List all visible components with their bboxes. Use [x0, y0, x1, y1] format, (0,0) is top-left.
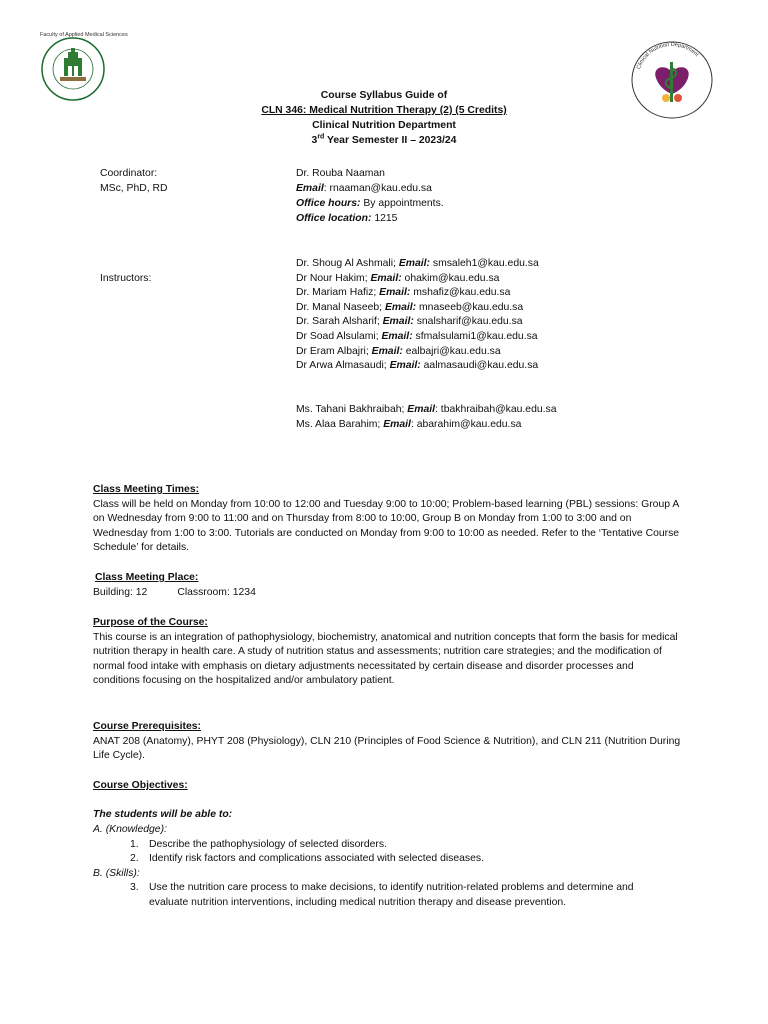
svg-text:Faculty of Applied Medical Sci: Faculty of Applied Medical Sciences [40, 32, 128, 38]
meeting-times-section [93, 483, 683, 556]
prerequisites-section [93, 720, 683, 764]
objective-item: 3. Use the nutrition care process to make decisions, to identify nutrition-related problems and determine and evaluate nutrition interventions, including medical nutrition therapy and disease prevention. [130, 882, 634, 908]
faculty-logo [40, 32, 128, 102]
section-heading: Class Meeting Times: [93, 484, 200, 495]
meeting-place-section [93, 571, 683, 600]
prerequisites-text: ANAT 208 (Anatomy), PHYT 208 (Physiology), CLN 210 (Principles of Food Science & Nutrition), and CLN 211 (Nutrition During Life Cycle). [93, 735, 681, 762]
purpose-text: This course is an integration of pathophysiology, biochemistry, anatomical and nutrition concepts that form the basis for medical nutrition therapy in health care. A study of nutrition status and assessments; nutrition care strategies; and the modification of normal food intake with emphasis on dietary adjustments necessitated by certain disease and disorder processes and conditions focusing on the hospitalized and/or ambulatory patient. [93, 631, 678, 687]
instructor-item: Dr Arwa Almasaudi; Email: aalmasaudi@kau.edu.sa [296, 360, 539, 372]
department-logo [626, 38, 718, 122]
department-name: Clinical Nutrition Department [312, 120, 456, 131]
objective-item: 2. Identify risk factors and complications associated with selected diseases. [130, 853, 484, 865]
coordinator-name: Dr. Rouba Naaman [296, 168, 385, 179]
assistant-item: Ms. Alaa Barahim; Email: abarahim@kau.edu.sa [296, 418, 522, 430]
coordinator-office-hours: Office hours: By appointments. [296, 198, 444, 209]
knowledge-label: A. (Knowledge): [93, 824, 167, 835]
instructors-label: Instructors: [100, 273, 152, 284]
coordinator-email: Email: rnaaman@kau.edu.sa [296, 183, 432, 194]
course-title: CLN 346: Medical Nutrition Therapy (2) (5 Credits) [261, 105, 507, 116]
instructor-item: Dr. Manal Naseeb; Email: mnaseeb@kau.edu.sa [296, 301, 524, 313]
header-title: Course Syllabus Guide of [320, 90, 448, 101]
instructor-item: Dr Soad Alsulami; Email: sfmalsulami1@kau.edu.sa [296, 330, 538, 342]
instructor-item: Dr. Mariam Hafiz; Email: mshafiz@kau.edu.sa [296, 287, 511, 299]
objectives-section [93, 779, 683, 823]
instructor-item: Dr. Sarah Alsharif; Email: snalsharif@kau.edu.sa [296, 316, 523, 328]
semester-line: 3rd Year Semester II – 2023/24 [311, 133, 457, 146]
skills-label: B. (Skills): [93, 867, 140, 879]
objectives-list [93, 823, 683, 911]
purpose-section [93, 616, 683, 689]
section-heading: Class Meeting Place: [95, 572, 199, 583]
section-heading: Purpose of the Course: [93, 617, 208, 628]
meeting-place-text: Building: 12 Classroom: 1234 [93, 586, 256, 598]
svg-text:Clinical Nutrition Department: Clinical Nutrition Department [635, 41, 700, 71]
instructor-item: Dr. Shoug Al Ashmali; Email: smsaleh1@kau.edu.sa [296, 258, 539, 269]
objectives-intro: The students will be able to: [93, 809, 233, 821]
coordinator-office-location: Office location: 1215 [296, 213, 398, 224]
document-header [160, 88, 608, 148]
coordinator-label: Coordinator: [100, 168, 158, 179]
instructor-item: Dr Eram Albajri; Email: ealbajri@kau.edu.sa [296, 345, 501, 357]
section-heading: Course Objectives: [93, 780, 188, 791]
section-heading: Course Prerequisites: [93, 721, 201, 732]
instructor-list [296, 257, 539, 374]
coordinator-degrees: MSc, PhD, RD [100, 183, 168, 194]
instructor-item: Dr Nour Hakim; Email: ohakim@kau.edu.sa [296, 272, 500, 284]
objective-item: 1. Describe the pathophysiology of selected disorders. [130, 838, 387, 850]
assistant-item: Ms. Tahani Bakhraibah; Email: tbakhraibah@kau.edu.sa [296, 404, 557, 415]
assistant-list [296, 403, 557, 432]
meeting-times-text: Class will be held on Monday from 10:00 to 12:00 and Tuesday 9:00 to 10:00; Problem-based learning (PBL) sessions: Group A on Wednesday from 9:00 to 11:00 and on Thursday from 8:00 to 10:00, Group B on Monday from 1:00 to 3:00 and on Wednesday from 1:00 to 3:00. Tutorials are conducted on Monday from 9:00 to 10:00 as needed. Refer to the ‘Tentative Course Schedule’ for details. [93, 498, 680, 554]
